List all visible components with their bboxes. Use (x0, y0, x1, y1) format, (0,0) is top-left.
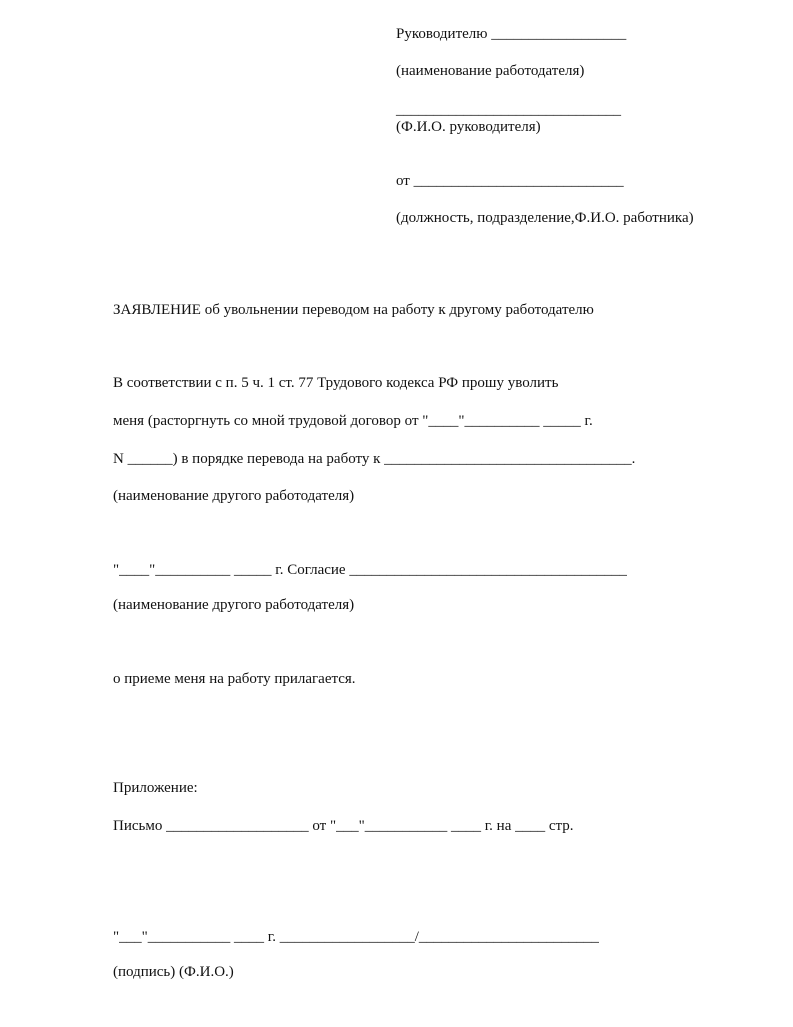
consent-line: "____"__________ _____ г. Согласие _____________________________________ (113, 562, 627, 578)
appendix-letter: Письмо ___________________ от "___"___________ ____ г. на ____ стр. (113, 818, 574, 834)
signature-line: "___"___________ ____ г. __________________/________________________ (113, 929, 599, 945)
addressee-line: Руководителю __________________ (396, 26, 627, 42)
other-employer-hint: (наименование другого работодателя) (113, 488, 355, 504)
body-line-2: меня (расторгнуть со мной трудовой договор от "____"__________ _____ г. (113, 413, 593, 429)
acceptance-line: о приеме меня на работу прилагается. (113, 671, 356, 687)
signature-hint: (подпись) (Ф.И.О.) (113, 964, 234, 980)
head-fio-hint: (Ф.И.О. руководителя) (396, 119, 541, 135)
from-line: от ____________________________ (396, 173, 624, 189)
body-line-1: В соответствии с п. 5 ч. 1 ст. 77 Трудового кодекса РФ прошу уволить (113, 375, 559, 391)
blank-line: ______________________________ (396, 102, 621, 118)
employer-name-hint: (наименование работодателя) (396, 63, 585, 79)
other-employer-hint-2: (наименование другого работодателя) (113, 597, 355, 613)
document-title: ЗАЯВЛЕНИЕ об увольнении переводом на работу к другому работодателю (113, 302, 594, 318)
body-line-3: N ______) в порядке перевода на работу к _________________________________. (113, 451, 636, 467)
appendix-label: Приложение: (113, 780, 198, 796)
employee-hint: (должность, подразделение,Ф.И.О. работника) (396, 210, 694, 226)
